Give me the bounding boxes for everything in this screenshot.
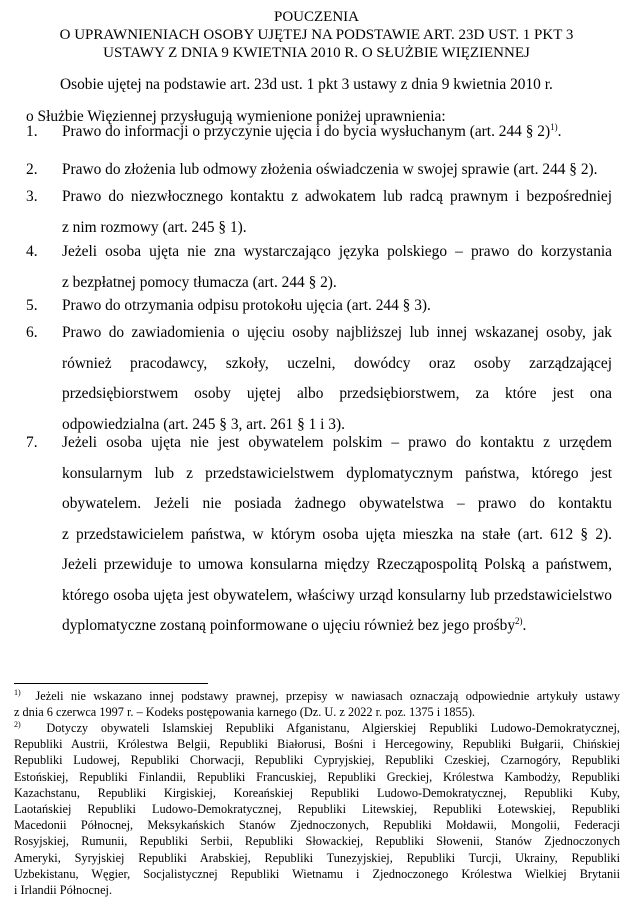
intro-line-1: Osobie ujętej na podstawie art. 23d ust. 1 pkt 3 ustawy z dnia 9 kwietnia 2010 r. [60, 76, 553, 93]
list-item-line: Jeżeli osoba ujęta nie jest obywatelem polskim – prawo do kontaktu z urzędem [62, 434, 612, 451]
footnote-marker: 1) [14, 688, 21, 697]
list-item-number: 1. [26, 123, 38, 140]
list-item-text [62, 155, 612, 186]
footnote-line: Macedonii Północnej, Meksykańskich Stanów Zjednoczonych, Republiki Mołdawii, Mongolii, Federacji [14, 818, 620, 833]
footnote-marker: 2) [14, 720, 21, 729]
list-item-line: którego osoba ujęta jest obywatelem, właściwy urząd konsularny lub przedstawicielstwo [62, 586, 612, 604]
title-line-2: O UPRAWNIENIACH OSOBY UJĘTEJ NA PODSTAWIE ART. 23D UST. 1 PKT 3 [59, 27, 574, 43]
footnote-line: Republiki Austrii, Królestwa Belgii, Republiki Białorusi, Bośni i Hercegowiny, Republiki Bułgarii, Chińskiej [14, 737, 620, 752]
list-item-number: 5. [26, 297, 38, 314]
list-item-number: 7. [26, 434, 38, 451]
list-item-number: 6. [26, 324, 38, 341]
list-item-number: 3. [26, 188, 38, 205]
footnote-line: $^{1)}$ Jeżeli nie wskazano innej podstawy prawnej, przepisy w nawiasach oznaczają odpowiednie artykuły ustawy [14, 688, 620, 703]
footnote-line: Ameryki, Syryjskiej Republiki Arabskiej, Republiki Tunezyjskiej, Republiki Turcji, Ukrainy, Republiki [14, 850, 620, 865]
list-item-text [62, 237, 612, 298]
footnote-line: Kazachstanu, Republiki Kirgiskiej, Koreańskiej Republiki Ludowo-Demokratycznej, Republiki Kuby, [14, 785, 620, 800]
list-item-line: Prawo do niezwłocznego kontaktu z adwokatem lub radcą prawnym i bezpośredniej [62, 188, 612, 205]
list-item-text [62, 117, 612, 148]
list-item-line: również pracodawcy, szkoły, uczelni, dowódcy oraz osoby zarządzającej [62, 354, 612, 372]
list-item-line: przedsiębiorstwem osoby ujętej albo przedsiębiorstwem, za które jest ona [62, 385, 612, 402]
list-item-line: Prawo do zawiadomienia o ujęciu osoby najbliższej lub innej wskazanej osoby, jak [62, 324, 612, 341]
footnote-line: Uzbekistanu, Węgier, Socjalistycznej Republiki Wietnamu i Zjednoczonego Królestwa Wielkiej Brytanii [14, 866, 620, 881]
footnote [14, 688, 620, 720]
footnote-reference: 1) [550, 122, 558, 132]
footnote-line: z dnia 6 czerwca 1997 r. – Kodeks postępowania karnego (Dz. U. z 2022 r. poz. 1375 i 1855). [14, 705, 476, 720]
list-item-line: Prawo do otrzymania odpisu protokołu ujęcia (art. 244 § 3). [62, 297, 431, 314]
list-item-line: Prawo do informacji o przyczynie ujęcia i do bycia wysłuchanym (art. 244 § 2)$^{1)}$. [62, 122, 562, 140]
list-item-line: odpowiedzialna (art. 245 § 3, art. 261 § 1 i 3). [62, 415, 345, 433]
footnote-line: Laotańskiej Republiki Ludowo-Demokratycznej, Republiki Litewskiej, Republiki Łotewskiej, Republiki [14, 802, 620, 817]
list-item-number: 2. [26, 161, 38, 178]
title-line-1: POUCZENIA [274, 9, 359, 25]
footnote [14, 720, 620, 898]
intro-line-2: o Służbie Więziennej przysługują wymienione poniżej uprawnienia: [26, 108, 446, 125]
list-item-text [62, 428, 612, 642]
list-item-line: z przedstawicielem państwa, w którym osoba ujęta mieszka na stałe (art. 612 § 2). [62, 525, 612, 543]
list-item-line: Jeżeli przewiduje to umowa konsularna między Rzecząpospolitą Polską a państwem, [62, 556, 612, 573]
footnote-separator [14, 683, 208, 684]
list-item-line: dyplomatyczne zostaną poinformowane o ujęciu również bez jego prośby$^{2)}$. [62, 616, 527, 634]
list-item-line: z bezpłatnej pomocy tłumacza (art. 244 § 2). [62, 273, 337, 291]
list-item-number: 4. [26, 243, 38, 260]
footnote-line: $^{2)}$ Dotyczy obywateli Islamskiej Republiki Afganistanu, Algierskiej Republiki Ludowo-Demokratycznej, [14, 720, 620, 735]
list-item-text [62, 182, 612, 243]
footnote-line: Rosyjskiej, Rumunii, Republiki Serbii, Republiki Słowackiej, Republiki Słowenii, Stanów Zjednoczonych [14, 834, 620, 849]
list-item-text [62, 291, 612, 322]
list-item-line: obywatelem. Jeżeli nie posiada żadnego obywatelstwa – prawo do kontaktu [62, 495, 612, 512]
list-item-line: Jeżeli osoba ujęta nie zna wystarczająco języka polskiego – prawo do korzystania [62, 243, 612, 260]
title-line-3: USTAWY Z DNIA 9 KWIETNIA 2010 R. O SŁUŻBIE WIĘZIENNEJ [103, 45, 530, 61]
footnote-reference: 2) [515, 616, 523, 626]
footnote-line: Republiki Ludowej, Republiki Chorwacji, Republiki Cypryjskiej, Republiki Czeskiej, Czarnogóry, Republiki [14, 753, 620, 768]
document-title [20, 8, 613, 62]
list-item-line: konsularnym lub z przedstawicielstwem dyplomatycznym państwa, którego jest [62, 464, 612, 482]
list-item-text [62, 318, 612, 440]
footnote-line: i Irlandii Północnej. [14, 883, 113, 898]
list-item-line: z nim rozmowy (art. 245 § 1). [62, 218, 247, 236]
footnote-line: Estońskiej, Republiki Finlandii, Republiki Francuskiej, Republiki Greckiej, Królestwa Kambodży, Republiki [14, 769, 620, 784]
list-item-line: Prawo do złożenia lub odmowy złożenia oświadczenia w swojej sprawie (art. 244 § 2). [62, 161, 598, 178]
